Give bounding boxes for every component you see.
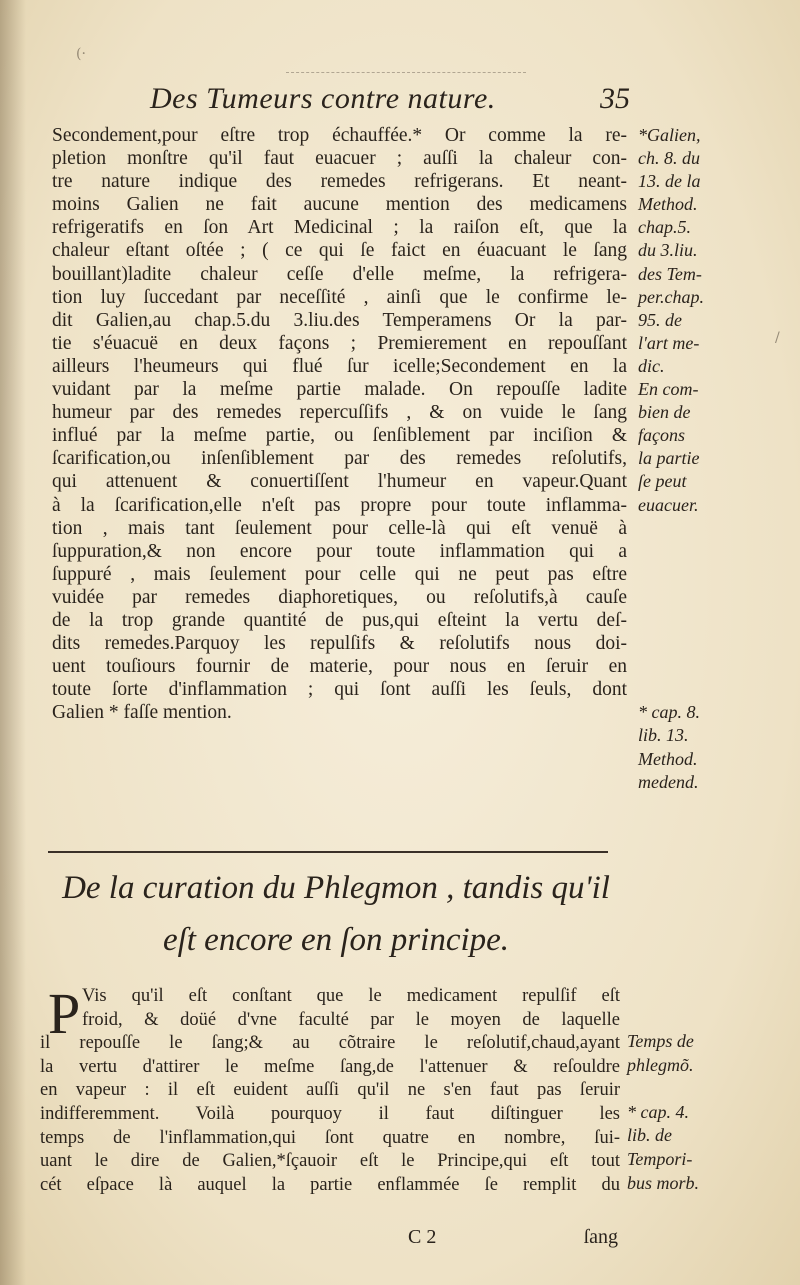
margin-note-line: 13. de la (638, 171, 701, 192)
margin-note-line: lib. de (627, 1125, 672, 1146)
text-line: froid, & doüé d'vne faculté par le moyen de laquelle (82, 1009, 620, 1030)
text-line: à la ſcarification,elle n'eſt pas propre pour toute inflamma- (52, 494, 627, 516)
text-line: la vertu d'attirer le meſme ſang,de l'attenuer & reſouldre (40, 1056, 620, 1077)
text-line: dit Galien,au chap.5.du 3.liu.des Temperamens Or la par- (52, 309, 627, 331)
text-line: ſcarification,ou inſenſiblement par des remedes reſolutifs, (52, 448, 627, 470)
page-header (150, 82, 630, 122)
gutter-shadow (0, 0, 26, 1285)
margin-note-line: Method. (638, 194, 698, 215)
text-line: cét eſpace là auquel la partie enflammée ſe remplit du (40, 1174, 620, 1195)
running-title: Des Tumeurs contre nature. (150, 82, 496, 115)
text-line: temps de l'inflammation,qui ſont quatre en nombre, ſui- (40, 1127, 620, 1148)
margin-note-line: du 3.liu. (638, 240, 698, 261)
text-line: indifferemment. Voilà pourquoy il faut diſtinguer les (40, 1103, 620, 1124)
margin-note-line: l'art me- (638, 332, 700, 353)
margin-spacer (638, 517, 788, 702)
margin-note-line: En com- (638, 379, 699, 400)
margin-note-line: Tempori- (627, 1148, 693, 1169)
margin-note-line: lib. 13. (638, 725, 689, 746)
text-line: tie s'éuacuë en deux façons ; Premierement en repouſſant (52, 332, 627, 354)
text-line: pletion monſtre qu'il faut euacuer ; auſſi la chaleur con- (52, 148, 627, 170)
stray-mark: (· (76, 46, 86, 62)
text-line: Secondement,pour eſtre trop échauffée.* Or comme la re- (52, 125, 627, 146)
text-line: tion luy ſuccedant par neceſſité , ainſi que le confirme le- (52, 286, 627, 308)
margin-note-line: dic. (638, 355, 665, 376)
text-line: chaleur eſtant oſtée ; ( ce qui ſe faict en éuacuant le ſang (52, 240, 627, 262)
text-line: Vis qu'il eſt conſtant que le medicament repulſif eſt (82, 986, 620, 1006)
margin-note-line: la partie (638, 448, 700, 469)
drop-cap: P (48, 981, 81, 1046)
text-line: de la trop grande quantité de pus,qui eſteint la vertu deſ- (52, 609, 627, 631)
heading-line-1: De la curation du Phlegmon , tandis qu'il (62, 870, 610, 906)
text-line: moins Galien ne fait aucune mention des medicamens (52, 194, 627, 216)
stray-mark: / (775, 330, 780, 346)
margin-note-line: façons (638, 425, 685, 446)
signature-mark: C 2 (408, 1226, 437, 1248)
text-line: ſuppuration,& non encore pour toute inflammation qui a (52, 540, 627, 562)
margin-note-line (627, 1077, 787, 1101)
second-paragraph (40, 981, 620, 1197)
margin-note-line: medend. (638, 771, 699, 792)
text-line: tre nature indique des remedes refrigerans. Et neant- (52, 171, 627, 193)
text-line: refrigeratifs en ſon Art Medicinal ; la raiſon eſt, que la (52, 217, 627, 239)
text-line: ſuppuré , mais ſeulement pour celle qui ne peut pas eſtre (52, 563, 627, 585)
margin-note-line: * cap. 4. (627, 1101, 689, 1122)
text-line: vuidée par remedes diaphoretiques, ou reſolutifs,à cauſe (52, 586, 627, 608)
text-line: humeur par des remedes repercuſſifs , & on vuide le ſang (52, 402, 627, 424)
text-line: bouillant)ladite chaleur ceſſe d'elle meſme, la refrigera- (52, 263, 627, 285)
text-line: uant le dire de Galien,*ſçauoir eſt le Principe,qui eſt tout (40, 1151, 620, 1172)
margin-note-line: 95. de (638, 309, 682, 330)
text-line: toute ſorte d'inflammation ; qui ſont auſſi les ſeuls, dont (52, 679, 627, 701)
margin-note-line: bien de (638, 402, 691, 423)
page-number: 35 (600, 82, 630, 115)
margin-notes (638, 124, 788, 794)
text-line: il repouſſe le ſang;& au cõtraire le reſolutif,chaud,ayant (40, 1033, 620, 1054)
text-line: vuidant par la meſme partie malade. On repouſſe ladite (52, 379, 627, 401)
section-heading (46, 862, 626, 966)
margin-note-line: phlegmõ. (627, 1054, 694, 1075)
text-line: influé par la meſme partie, ou ſenſiblement par inciſion & (52, 425, 627, 447)
heading-line-2: eſt encore en ſon principe. (162, 922, 510, 958)
margin-note-line: des Tem- (638, 263, 702, 284)
margin-note-line: bus morb. (627, 1172, 700, 1193)
header-rule (286, 72, 526, 74)
text-line: en vapeur : il eſt euident auſſi qu'il ne s'en faut pas ſeruir (40, 1080, 620, 1101)
text-line: dits remedes.Parquoy les repulſifs & reſolutifs nous doi- (52, 633, 627, 655)
margin-note-line: per.chap. (638, 286, 704, 307)
margin-note-line: *Galien, (638, 125, 701, 145)
text-line: tion , mais tant ſeulement pour celle-là qui eſt venuë à (52, 517, 627, 539)
text-line: qui attenuent & conuertiſſent l'humeur en vapeur.Quant (52, 471, 627, 493)
margin-note-line: ſe peut (638, 471, 687, 492)
text-line: uent touſiours fournir de materie, pour nous en ſeruir en (52, 656, 627, 678)
margin-note-line: Method. (638, 748, 698, 769)
margin-notes-lower (627, 1030, 787, 1195)
section-divider (48, 851, 608, 853)
text-line: ailleurs l'heumeurs qui flué ſur icelle;Secondement en la (52, 355, 627, 377)
text-line: Galien * faſſe mention. (52, 702, 232, 724)
margin-note-line: ch. 8. du (638, 148, 700, 169)
margin-note-line: Temps de (627, 1031, 694, 1051)
catchword: ſang (583, 1226, 618, 1248)
margin-note-line: * cap. 8. (638, 702, 700, 723)
margin-note-line: euacuer. (638, 494, 699, 515)
main-paragraph (52, 124, 627, 724)
margin-note-line: chap.5. (638, 217, 691, 238)
